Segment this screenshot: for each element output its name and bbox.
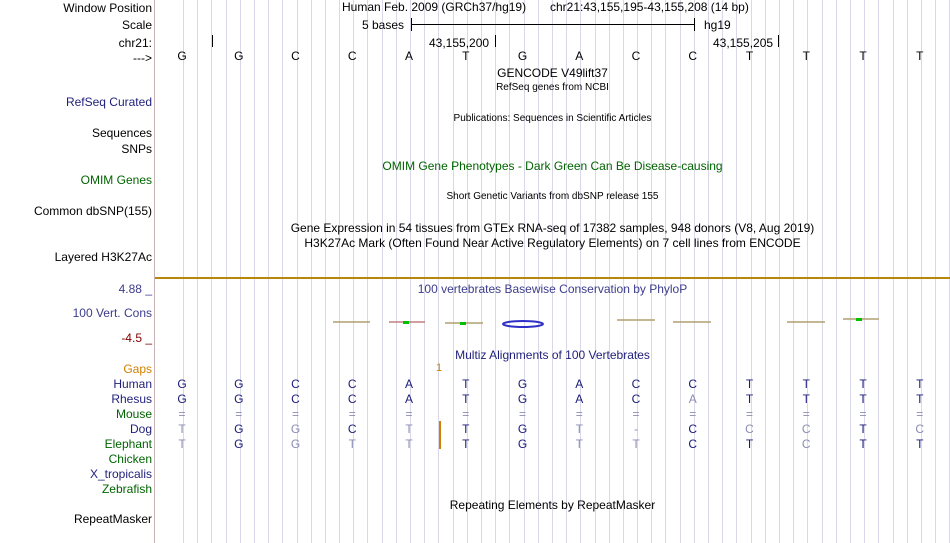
phylop-min-label: -4.5 _ (121, 331, 152, 345)
gtex-track-desc: Gene Expression in 54 tissues from GTEx RNA-seq of 17382 samples, 948 donors (V8, Aug 2019) (290, 221, 815, 235)
coord-tick-2 (778, 35, 779, 47)
phylop-max-label: 4.88 _ (118, 282, 152, 296)
alignment-base: T (859, 392, 867, 406)
alignment-base: = (462, 407, 470, 421)
alignment-base: T (745, 437, 754, 451)
alignment-base: A (575, 377, 584, 391)
scale-label: Scale (121, 18, 152, 32)
dbsnp-track-desc: Short Genetic Variants from dbSNP release 155 (446, 191, 659, 202)
phylop-plot (155, 310, 950, 330)
window-position-label: Window Position (63, 1, 152, 15)
species-label[interactable]: Chicken (108, 452, 152, 466)
alignment-base: G (517, 422, 528, 436)
alignment-base: C (631, 377, 641, 391)
species-label[interactable]: Mouse (115, 407, 152, 421)
assembly-title: Human Feb. 2009 (GRCh37/hg19) (342, 0, 527, 14)
alignment-base: T (859, 422, 867, 436)
sequence-base: G (517, 49, 528, 63)
alignment-base: T (462, 422, 470, 436)
scale-bar-left-cap (411, 18, 412, 31)
alignment-base: A (688, 392, 697, 406)
alignment-base: C (801, 437, 811, 451)
sequence-base: G (234, 49, 244, 63)
alignment-base: T (859, 437, 867, 451)
alignment-base: T (575, 437, 583, 451)
sequence-base: C (347, 49, 357, 63)
alignment-base: = (518, 407, 526, 421)
alignment-base: A (575, 392, 584, 406)
alignment-base: G (177, 377, 187, 391)
phylop-mark (856, 318, 862, 321)
alignment-base: = (859, 407, 867, 421)
refseq-track-desc: RefSeq genes from NCBI (496, 82, 609, 93)
track-label-dbsnp[interactable]: Common dbSNP(155) (33, 204, 152, 218)
alignment-base: C (801, 422, 811, 436)
species-label[interactable]: Dog (129, 422, 152, 436)
coord-tick-1 (495, 35, 496, 47)
alignment-base: G (290, 422, 301, 436)
alignment-base: T (745, 392, 754, 406)
alignment-base: C (291, 392, 300, 406)
alignment-base: T (859, 377, 867, 391)
track-label-h3k27ac[interactable]: Layered H3K27Ac (54, 250, 152, 264)
alignment-base: G (290, 437, 301, 451)
alignment-base: T (405, 422, 413, 436)
phylop-mark (460, 322, 466, 325)
alignment-base: G (517, 377, 528, 391)
alignment-base: T (802, 377, 810, 391)
sequence-base: A (404, 49, 413, 63)
alignment-base: = (405, 407, 413, 421)
sequence-base: C (291, 49, 300, 63)
multiz-track-desc: Multiz Alignments of 100 Vertebrates (455, 348, 650, 362)
alignment-base: C (745, 422, 754, 436)
alignment-base: = (178, 407, 186, 421)
alignment-base: T (178, 422, 186, 436)
track-label-vert-cons[interactable]: 100 Vert. Cons (72, 306, 152, 320)
alignment-base: = (575, 407, 583, 421)
phylop-mark (403, 321, 409, 324)
alignment-base: G (234, 377, 244, 391)
sequence-base: T (859, 49, 867, 63)
alignment-base: T (802, 392, 810, 406)
alignment-base: A (404, 377, 413, 391)
coord-label-1: 43,155,200 (429, 36, 490, 50)
alignment-base: C (688, 377, 698, 391)
alignment-base: = (632, 407, 640, 421)
db-label: hg19 (704, 18, 731, 32)
alignment-base: T (462, 377, 470, 391)
alignment-base: T (405, 437, 413, 451)
track-label-refseq[interactable]: RefSeq Curated (65, 95, 152, 109)
alignment-base: T (916, 437, 924, 451)
alignment-base: = (348, 407, 356, 421)
alignment-base: G (234, 392, 244, 406)
track-group-separator (155, 277, 950, 279)
species-label[interactable]: X_tropicalis (89, 467, 152, 481)
alignment-base: T (462, 437, 470, 451)
alignment-base: C (915, 422, 925, 436)
species-label[interactable]: Elephant (104, 437, 152, 451)
alignment-base: C (631, 392, 641, 406)
track-label-sequences[interactable]: Sequences (91, 126, 152, 140)
alignment-base: T (632, 437, 640, 451)
alignment-base: C (291, 377, 300, 391)
species-label[interactable]: Human (113, 377, 152, 391)
alignment-base: G (234, 422, 244, 436)
h3k27ac-track-desc: H3K27Ac Mark (Often Found Near Active Regulatory Elements) on 7 cell lines from ENCODE (304, 236, 801, 250)
omim-track-desc: OMIM Gene Phenotypes - Dark Green Can Be Disease-causing (382, 159, 723, 173)
alignment-base: A (404, 392, 413, 406)
chrom-label: chr21: (118, 36, 152, 50)
alignment-base: T (916, 392, 924, 406)
alignment-base: - (634, 422, 638, 436)
alignment-base: T (745, 377, 754, 391)
alignment-base: C (688, 437, 698, 451)
coord-label-2: 43,155,205 (713, 36, 774, 50)
phylop-mark (503, 321, 543, 327)
alignment-base: C (347, 377, 357, 391)
alignment-base: T (575, 422, 583, 436)
scale-bar (411, 24, 695, 25)
alignment-base: G (517, 437, 528, 451)
alignment-base: = (235, 407, 243, 421)
scale-text: 5 bases (362, 18, 405, 32)
track-label-snps[interactable]: SNPs (121, 142, 152, 156)
publications-track-desc: Publications: Sequences in Scientific Articles (453, 113, 652, 124)
alignment-base: T (916, 377, 924, 391)
scale-bar-right-cap (694, 18, 695, 31)
sequence-base: T (802, 49, 810, 63)
track-label-repeatmasker[interactable]: RepeatMasker (73, 512, 152, 526)
sequence-base: T (745, 49, 754, 63)
sequence-base: C (631, 49, 641, 63)
sequence-base: C (688, 49, 698, 63)
alignment-base: = (291, 407, 299, 421)
gap-marker (439, 421, 441, 449)
alignment-base: G (177, 392, 187, 406)
alignment-base: C (347, 422, 357, 436)
gap-count: 1 (436, 362, 443, 374)
alignment-base: G (234, 437, 244, 451)
phylop-track-desc: 100 vertebrates Basewise Conservation by PhyloP (417, 282, 688, 296)
sequence-base: T (462, 49, 470, 63)
alignment-base: C (347, 392, 357, 406)
gencode-track-title[interactable]: GENCODE V49lift37 (497, 66, 608, 80)
species-label[interactable]: Rhesus (111, 392, 152, 406)
alignment-base: = (689, 407, 697, 421)
alignment-base: C (688, 422, 698, 436)
sequence-base: G (177, 49, 187, 63)
alignment-base: T (462, 392, 470, 406)
alignment-base: = (802, 407, 810, 421)
sequence-base: A (575, 49, 584, 63)
track-label-gaps[interactable]: Gaps (123, 362, 152, 376)
position-text[interactable]: chr21:43,155,195-43,155,208 (14 bp) (550, 0, 749, 14)
alignment-base: G (517, 392, 528, 406)
strand-label[interactable]: ---> (133, 51, 152, 65)
alignment-base: T (178, 437, 186, 451)
species-label[interactable]: Zebrafish (101, 482, 152, 496)
sequence-base: T (916, 49, 924, 63)
alignment-base: = (916, 407, 924, 421)
repeatmasker-track-desc: Repeating Elements by RepeatMasker (449, 498, 656, 512)
coord-tick-start (212, 35, 213, 47)
track-label-omim[interactable]: OMIM Genes (80, 173, 152, 187)
alignment-base: = (745, 407, 753, 421)
alignment-base: T (348, 437, 356, 451)
